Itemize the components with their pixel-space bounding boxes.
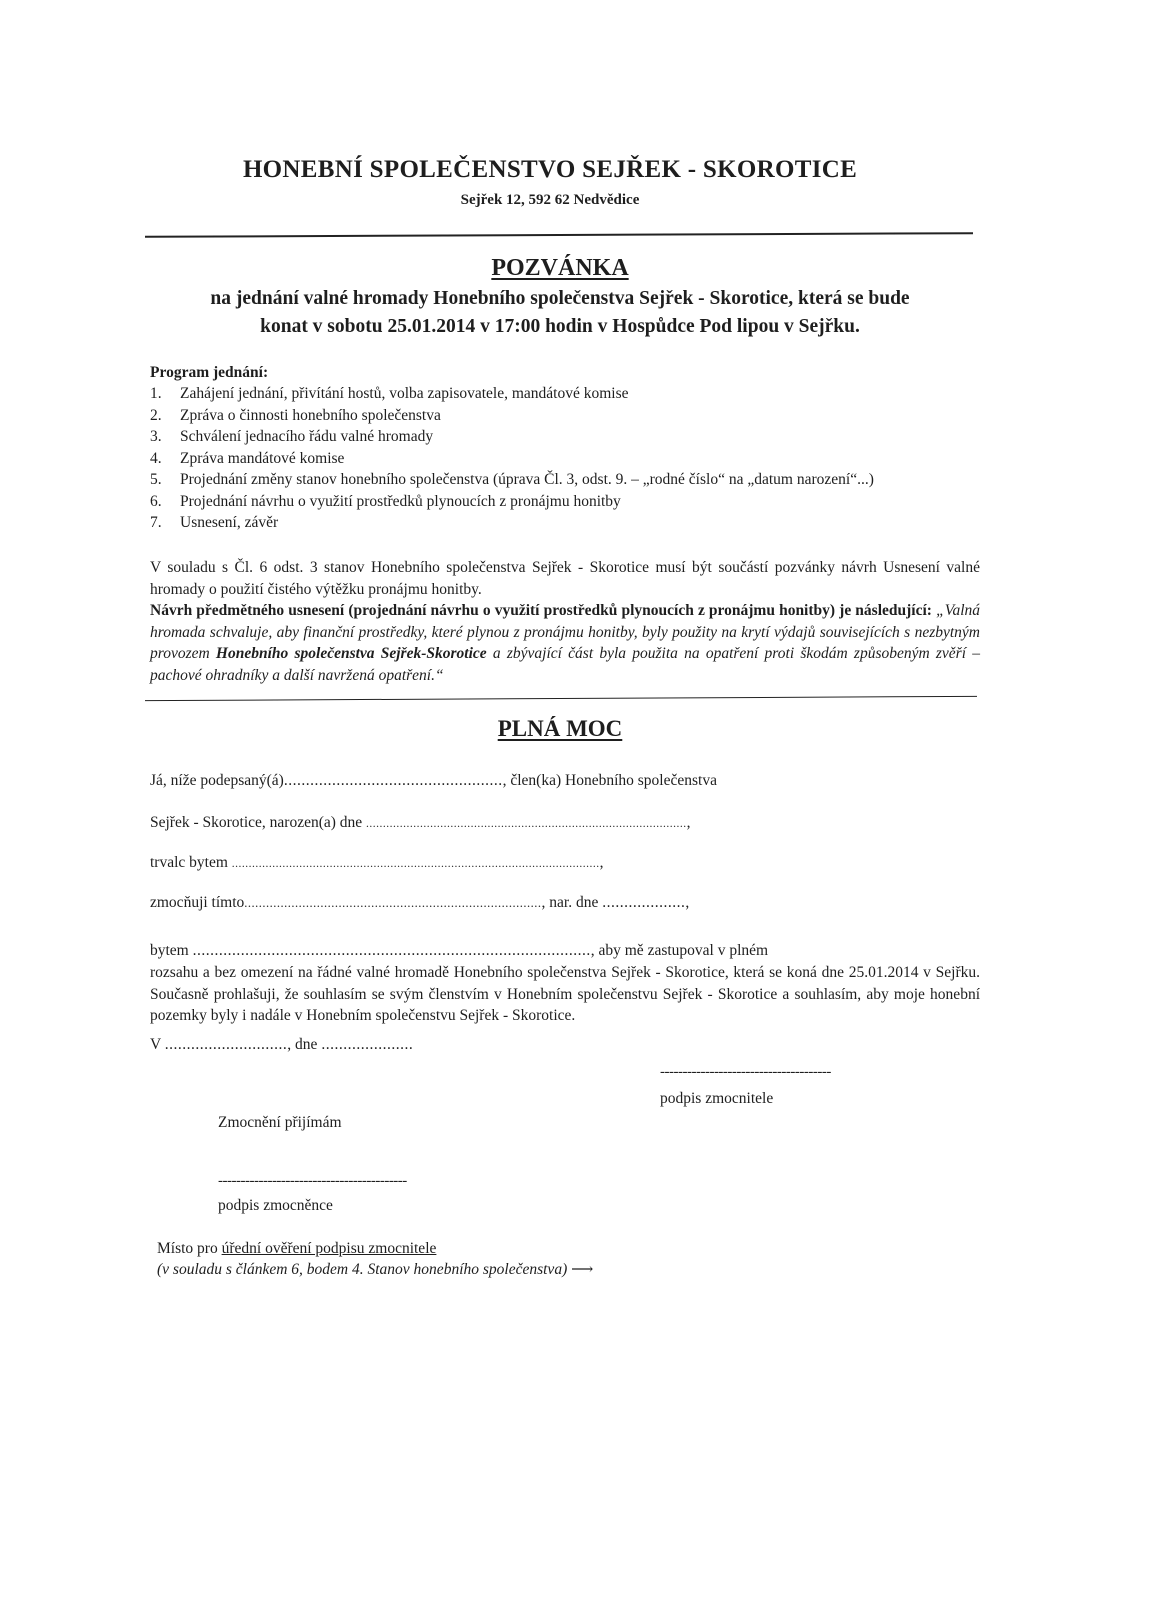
grantor-signature-label: podpis zmocnitele (660, 1090, 774, 1107)
item-text: Zpráva o činnosti honebního společenstva (180, 406, 441, 424)
principal-name-line (150, 770, 980, 792)
organization-title: HONEBNÍ SPOLEČENSTVO SEJŘEK - SKOROTICE (242, 156, 858, 183)
birth-date-line (150, 812, 980, 835)
program-item (150, 469, 980, 491)
grantor-signature-line[interactable]: -------------------------------------- (660, 1064, 831, 1080)
place-field[interactable]: ............................ (164, 1036, 288, 1053)
item-text: Projednání návrhu o využití prostředků plynoucích z pronájmu honitby (180, 492, 621, 510)
program-item (150, 512, 980, 534)
proposal-heading: Návrh předmětného usnesení (projednání návrhu o využití prostředků plynoucích z pronájmu honitby) je následující: (150, 602, 932, 619)
birth-date-field[interactable]: ............................................................................................... (366, 818, 687, 830)
proposal-text-1: „Valná hromada schvaluje, aby finanční prostředky, které plynou z pronájmu honitby, byly použity na krytí výdajů souvisejících s nezbytným provozem (150, 602, 981, 662)
item-number: 6. (150, 492, 162, 510)
label: , (686, 814, 691, 831)
item-text: Usnesení, závěr (180, 514, 279, 531)
program-item (150, 383, 980, 405)
header-divider (145, 232, 973, 238)
item-text: Projednání změny stanov honebního společenstva (úprava Čl. 3, odst. 9. – „rodné číslo“ na „datum narození“...) (180, 471, 874, 488)
resolution-proposal (150, 600, 980, 686)
label: Já, níže podepsaný(á) (150, 772, 284, 789)
proposal-text-2: a zbývající část byla použita na opatření proti škodám způsobeným zvěří – pachové ohradníky a další navržená opatření.“ (150, 645, 980, 684)
proposal-organization: Honebního společenstva Sejřek-Skorotice (215, 645, 487, 662)
label: , aby mě zastupoval v plném (590, 942, 769, 959)
item-number: 1. (150, 385, 162, 402)
grantee-signature-label: podpis zmocněnce (218, 1197, 333, 1214)
item-number: 4. (150, 449, 162, 467)
program-list (150, 383, 980, 534)
agent-name-field[interactable]: .................................................................................. (244, 896, 542, 910)
label: V (150, 1036, 161, 1053)
label: trvalc bytem (150, 854, 228, 871)
invitation-intro (150, 285, 970, 341)
label: zmocňuji tímto (150, 894, 245, 911)
item-text: Schválení jednacího řádu valné hromady (180, 428, 434, 445)
item-number: 3. (150, 428, 162, 445)
item-number: 2. (150, 406, 162, 424)
label: , člen(ka) Honebního společenstva (502, 772, 717, 789)
agent-residence-line (150, 940, 980, 962)
date-field[interactable]: ..................... (321, 1036, 414, 1053)
residence-line (150, 852, 980, 875)
place-date-line (150, 1034, 980, 1056)
item-text: Zahájení jednání, přivítání hostů, volba zapisovatele, mandátové komise (180, 385, 629, 402)
agent-residence-field[interactable]: ........................................................................................... (192, 942, 591, 959)
grantee-signature-line[interactable]: ------------------------------------------ (218, 1173, 407, 1189)
item-text: Zpráva mandátové komise (180, 449, 345, 467)
item-number: 5. (150, 471, 162, 488)
verification-place: úřední ověření podpisu zmocnitele (221, 1240, 437, 1257)
agent-birth-date-field[interactable]: ................... (602, 894, 686, 911)
label: bytem (150, 942, 189, 959)
agent-line (150, 892, 980, 914)
residence-field[interactable]: ............................................................................................................. (231, 858, 600, 870)
program-item (150, 491, 980, 513)
item-number: 7. (150, 514, 162, 531)
verification-note: (v souladu s článkem 6, bodem 4. Stanov honebního společenstva) ⟶ (157, 1261, 594, 1278)
notice-paragraph: V souladu s Čl. 6 odst. 3 stanov Honebního společenstva Sejřek - Skorotice musí být součástí pozvánky návrh Usnesení valné hromady o použití čistého výtěžku pronájmu honitby. (150, 559, 980, 598)
label: Sejřek - Skorotice, narozen(a) dne (150, 814, 363, 831)
label: Místo pro (157, 1240, 222, 1257)
label: , (599, 854, 604, 871)
label: , dne (287, 1036, 318, 1053)
section-divider (145, 696, 977, 701)
label: , nar. dne (541, 894, 599, 911)
program-item (150, 426, 980, 448)
intro-line-1: na jednání valné hromady Honebního společenstva Sejřek - Skorotice, která se bude (210, 288, 910, 309)
intro-line-2: konat v sobotu 25.01.2014 v 17:00 hodin v Hospůdce Pod lipou v Sejřku. (260, 316, 860, 337)
acceptance-label: Zmocnění přijímám (218, 1114, 342, 1131)
name-field[interactable]: .................................................. (283, 772, 503, 789)
program-title: Program jednání: (150, 364, 269, 381)
invitation-heading: POZVÁNKA (491, 255, 629, 281)
label: , (685, 894, 690, 911)
power-of-attorney-heading: PLNÁ MOC (497, 716, 623, 741)
organization-address: Sejřek 12, 592 62 Nedvědice (460, 192, 640, 208)
authorization-paragraph: rozsahu a bez omezení na řádné valné hromadě Honebního společenstva Sejřek - Skorotice, která se koná dne 25.01.2014 v Sejřku. Současně prohlašuji, že souhlasím se svým členstvím v Honebním společenstvu Sejřek - Skorotice a souhlasím, aby moje honební pozemky byly i nadále v Honebním společenstvu Sejřek - Skorotice. (150, 964, 980, 1024)
program-item (150, 405, 980, 427)
verification-label (157, 1240, 436, 1258)
program-item (150, 448, 980, 470)
